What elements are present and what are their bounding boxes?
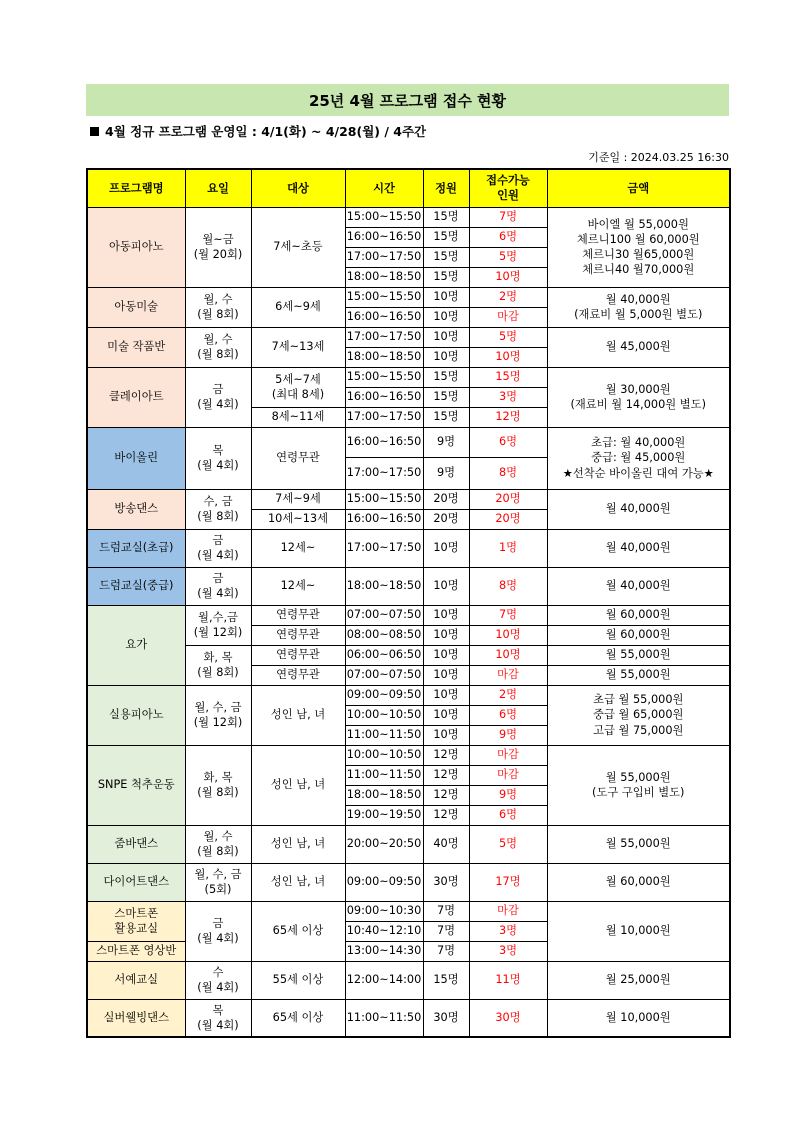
price-line: 초급 월 55,000원 (593, 693, 684, 707)
program-name: 서예교실 (87, 961, 185, 999)
session-count: (월 4회) (197, 549, 239, 562)
capacity-cell: 10명 (423, 327, 469, 347)
time-cell: 17:00~17:50 (345, 327, 423, 347)
program-name: 바이올린 (87, 427, 185, 489)
table-row (87, 427, 730, 457)
price-line: 월 55,000원 (605, 770, 671, 784)
price-line: ★선착순 바이올린 대여 가능★ (562, 466, 714, 480)
program-name: 방송댄스 (87, 489, 185, 529)
program-day (185, 287, 251, 327)
available-cell: 10명 (469, 267, 547, 287)
day-text: 목 (212, 443, 224, 457)
time-cell: 11:00~11:50 (345, 999, 423, 1037)
table-row (87, 567, 730, 605)
program-name: 아동피아노 (87, 207, 185, 287)
capacity-cell: 10명 (423, 665, 469, 685)
session-count: (월 8회) (197, 666, 239, 679)
program-day (185, 567, 251, 605)
table-row (87, 207, 730, 227)
capacity-cell: 12명 (423, 785, 469, 805)
day-text: 금 (212, 382, 224, 396)
program-day (185, 327, 251, 367)
program-target: 성인 남, 녀 (251, 685, 345, 745)
day-text: 월, 수 (203, 332, 233, 346)
target-text: 5세~7세 (275, 372, 321, 386)
header-available (469, 169, 547, 207)
table-row (87, 863, 730, 901)
program-target: 연령무관 (251, 605, 345, 625)
program-name: 요가 (87, 605, 185, 685)
price-line: (재료비 월 5,000원 별도) (574, 308, 703, 321)
capacity-cell: 7명 (423, 941, 469, 961)
price-line: 월 40,000원 (605, 292, 671, 306)
session-count: (월 4회) (197, 981, 239, 994)
available-cell: 9명 (469, 725, 547, 745)
program-target (251, 367, 345, 407)
available-cell: 15명 (469, 367, 547, 387)
time-cell: 16:00~16:50 (345, 227, 423, 247)
program-name: 드럼교실(중급) (87, 567, 185, 605)
program-day (185, 489, 251, 529)
available-cell: 마감 (469, 901, 547, 921)
day-text: 화, 목 (203, 650, 233, 664)
capacity-cell: 15명 (423, 207, 469, 227)
price-line: 체르니40 월70,000원 (582, 263, 695, 277)
program-target: 연령무관 (251, 645, 345, 665)
program-target: 6세~9세 (251, 287, 345, 327)
price-line: 중급 월 65,000원 (593, 708, 684, 722)
day-text: 월,수,금 (198, 610, 238, 624)
day-text: 금 (212, 533, 224, 547)
time-cell: 15:00~15:50 (345, 489, 423, 509)
capacity-cell: 30명 (423, 863, 469, 901)
program-day (185, 605, 251, 645)
price-cell: 월 40,000원 (547, 489, 730, 529)
available-cell: 5명 (469, 247, 547, 267)
program-target: 12세~ (251, 529, 345, 567)
time-cell: 18:00~18:50 (345, 785, 423, 805)
time-cell: 06:00~06:50 (345, 645, 423, 665)
time-cell: 15:00~15:50 (345, 287, 423, 307)
program-target: 65세 이상 (251, 999, 345, 1037)
capacity-cell: 10명 (423, 725, 469, 745)
price-line: (도구 구입비 별도) (592, 786, 685, 799)
square-bullet-icon (90, 127, 99, 136)
time-cell: 16:00~16:50 (345, 387, 423, 407)
header-day: 요일 (185, 169, 251, 207)
program-name: 아동미술 (87, 287, 185, 327)
price-cell: 월 60,000원 (547, 863, 730, 901)
time-cell: 15:00~15:50 (345, 207, 423, 227)
available-cell: 마감 (469, 765, 547, 785)
available-cell: 12명 (469, 407, 547, 427)
program-table (86, 168, 731, 1038)
program-target: 성인 남, 녀 (251, 863, 345, 901)
available-cell: 2명 (469, 685, 547, 705)
time-cell: 10:00~10:50 (345, 705, 423, 725)
time-cell: 09:00~09:50 (345, 685, 423, 705)
available-cell: 6명 (469, 427, 547, 457)
program-name: SNPE 척추운동 (87, 745, 185, 825)
table-row (87, 901, 730, 921)
operating-period-text: 4월 정규 프로그램 운영일 : 4/1(화) ~ 4/28(월) / 4주간 (105, 124, 427, 139)
price-cell: 월 60,000원 (547, 625, 730, 645)
program-day (185, 427, 251, 489)
capacity-cell: 7명 (423, 901, 469, 921)
capacity-cell: 12명 (423, 745, 469, 765)
program-name (87, 901, 185, 941)
available-cell: 8명 (469, 567, 547, 605)
time-cell: 16:00~16:50 (345, 307, 423, 327)
time-cell: 09:00~10:30 (345, 901, 423, 921)
session-count: (월 4회) (197, 932, 239, 945)
table-row (87, 529, 730, 567)
capacity-cell: 10명 (423, 605, 469, 625)
price-line: 체르니30 월65,000원 (582, 248, 695, 261)
price-cell (547, 745, 730, 825)
program-day (185, 685, 251, 745)
day-text: 월, 수, 금 (194, 867, 242, 881)
available-cell: 마감 (469, 307, 547, 327)
session-count: (월 4회) (197, 587, 239, 600)
price-cell (547, 207, 730, 287)
time-cell: 11:00~11:50 (345, 725, 423, 745)
price-cell: 월 10,000원 (547, 901, 730, 961)
time-cell: 13:00~14:30 (345, 941, 423, 961)
program-name: 실용피아노 (87, 685, 185, 745)
capacity-cell: 10명 (423, 685, 469, 705)
capacity-cell: 10명 (423, 625, 469, 645)
time-cell: 11:00~11:50 (345, 765, 423, 785)
available-cell: 2명 (469, 287, 547, 307)
program-day (185, 825, 251, 863)
price-cell: 월 55,000원 (547, 825, 730, 863)
time-cell: 18:00~18:50 (345, 267, 423, 287)
session-count: (월 12회) (193, 716, 243, 729)
price-cell: 월 45,000원 (547, 327, 730, 367)
available-cell: 9명 (469, 785, 547, 805)
program-target: 7세~초등 (251, 207, 345, 287)
available-cell: 마감 (469, 745, 547, 765)
program-name: 스마트폰 영상반 (87, 941, 185, 961)
table-row (87, 287, 730, 307)
capacity-cell: 10명 (423, 705, 469, 725)
available-cell: 20명 (469, 509, 547, 529)
session-count: (월 12회) (193, 626, 243, 639)
table-row (87, 327, 730, 347)
available-cell: 5명 (469, 327, 547, 347)
capacity-cell: 12명 (423, 765, 469, 785)
time-cell: 17:00~17:50 (345, 407, 423, 427)
time-cell: 10:00~10:50 (345, 745, 423, 765)
table-row (87, 745, 730, 765)
capacity-cell: 40명 (423, 825, 469, 863)
price-line: 월 30,000원 (605, 382, 671, 396)
table-row (87, 605, 730, 625)
available-cell: 10명 (469, 347, 547, 367)
capacity-cell: 15명 (423, 407, 469, 427)
available-cell: 마감 (469, 665, 547, 685)
available-cell: 11명 (469, 961, 547, 999)
day-text: 화, 목 (203, 770, 233, 784)
price-cell: 월 60,000원 (547, 605, 730, 625)
available-cell: 6명 (469, 805, 547, 825)
program-day (185, 999, 251, 1037)
capacity-cell: 9명 (423, 457, 469, 489)
program-day (185, 961, 251, 999)
base-date: 기준일 : 2024.03.25 16:30 (588, 151, 729, 164)
program-name-line: 활용교실 (114, 922, 159, 935)
time-cell: 17:00~17:50 (345, 529, 423, 567)
price-line: 중급: 월 45,000원 (591, 451, 686, 465)
time-cell: 17:00~17:50 (345, 247, 423, 267)
session-count: (월 8회) (197, 510, 239, 523)
time-cell: 16:00~16:50 (345, 509, 423, 529)
session-count: (월 4회) (197, 1018, 239, 1032)
capacity-cell: 15명 (423, 247, 469, 267)
capacity-cell: 10명 (423, 645, 469, 665)
available-cell: 6명 (469, 227, 547, 247)
program-target: 연령무관 (251, 625, 345, 645)
available-cell: 8명 (469, 457, 547, 489)
program-day (185, 529, 251, 567)
time-cell: 15:00~15:50 (345, 367, 423, 387)
price-cell (547, 287, 730, 327)
time-cell: 20:00~20:50 (345, 825, 423, 863)
program-target: 성인 남, 녀 (251, 825, 345, 863)
session-count: (월 8회) (197, 308, 239, 321)
available-cell: 17명 (469, 863, 547, 901)
capacity-cell: 30명 (423, 999, 469, 1037)
price-line: (재료비 월 14,000원 별도) (570, 398, 706, 411)
day-text: 월, 수 (203, 292, 233, 306)
time-cell: 07:00~07:50 (345, 605, 423, 625)
program-name: 클레이아트 (87, 367, 185, 427)
day-text: 월, 수 (203, 829, 233, 843)
capacity-cell: 10명 (423, 307, 469, 327)
capacity-cell: 10명 (423, 567, 469, 605)
program-day (185, 863, 251, 901)
price-cell (547, 367, 730, 427)
available-cell: 3명 (469, 921, 547, 941)
session-count: (월 8회) (197, 786, 239, 799)
price-line: 초급: 월 40,000원 (591, 436, 686, 450)
program-target: 8세~11세 (251, 407, 345, 427)
page-title: 25년 4월 프로그램 접수 현황 (86, 84, 729, 116)
available-cell: 3명 (469, 941, 547, 961)
day-text: 월, 수, 금 (194, 700, 242, 714)
program-day (185, 645, 251, 685)
capacity-cell: 7명 (423, 921, 469, 941)
available-cell: 1명 (469, 529, 547, 567)
capacity-cell: 20명 (423, 509, 469, 529)
session-count: (월 8회) (197, 348, 239, 361)
program-day (185, 901, 251, 961)
header-target: 대상 (251, 169, 345, 207)
day-text: 목 (212, 1003, 224, 1017)
program-day (185, 745, 251, 825)
price-cell: 월 40,000원 (547, 567, 730, 605)
capacity-cell: 15명 (423, 387, 469, 407)
price-cell: 월 55,000원 (547, 645, 730, 665)
time-cell: 16:00~16:50 (345, 427, 423, 457)
program-target: 성인 남, 녀 (251, 745, 345, 825)
price-cell (547, 685, 730, 745)
program-target: 12세~ (251, 567, 345, 605)
program-day (185, 367, 251, 427)
day-text: 월~금 (202, 232, 234, 246)
time-cell: 08:00~08:50 (345, 625, 423, 645)
available-cell: 10명 (469, 625, 547, 645)
price-line: 고급 월 75,000원 (593, 723, 684, 737)
capacity-cell: 9명 (423, 427, 469, 457)
table-header-row (87, 169, 730, 207)
capacity-cell: 10명 (423, 529, 469, 567)
session-count: (월 4회) (197, 459, 239, 472)
capacity-cell: 10명 (423, 347, 469, 367)
capacity-cell: 12명 (423, 805, 469, 825)
available-cell: 20명 (469, 489, 547, 509)
time-cell: 12:00~14:00 (345, 961, 423, 999)
capacity-cell: 15명 (423, 267, 469, 287)
price-cell (547, 427, 730, 489)
available-cell: 3명 (469, 387, 547, 407)
program-name: 미술 작품반 (87, 327, 185, 367)
program-day (185, 207, 251, 287)
program-target: 10세~13세 (251, 509, 345, 529)
available-cell: 7명 (469, 207, 547, 227)
capacity-cell: 15명 (423, 367, 469, 387)
price-line: 바이엘 월 55,000원 (587, 217, 689, 231)
program-name: 줌바댄스 (87, 825, 185, 863)
day-text: 금 (212, 916, 224, 930)
program-name-line: 스마트폰 (114, 906, 159, 920)
available-cell: 10명 (469, 645, 547, 665)
capacity-cell: 10명 (423, 287, 469, 307)
table-row (87, 489, 730, 509)
price-cell: 월 55,000원 (547, 665, 730, 685)
operating-period (90, 122, 426, 140)
available-cell: 30명 (469, 999, 547, 1037)
price-cell: 월 10,000원 (547, 999, 730, 1037)
available-cell: 5명 (469, 825, 547, 863)
header-available-line1: 접수가능 (486, 174, 530, 187)
time-cell: 07:00~07:50 (345, 665, 423, 685)
time-cell: 09:00~09:50 (345, 863, 423, 901)
program-target: 65세 이상 (251, 901, 345, 961)
header-program: 프로그램명 (87, 169, 185, 207)
program-target: 7세~9세 (251, 489, 345, 509)
program-target: 연령무관 (251, 427, 345, 489)
table-row (87, 961, 730, 999)
day-text: 수, 금 (203, 494, 233, 508)
price-line: 체르니100 월 60,000원 (576, 232, 700, 246)
time-cell: 17:00~17:50 (345, 457, 423, 489)
table-row (87, 367, 730, 387)
available-cell: 6명 (469, 705, 547, 725)
program-name: 다이어트댄스 (87, 863, 185, 901)
header-capacity: 정원 (423, 169, 469, 207)
time-cell: 18:00~18:50 (345, 347, 423, 367)
day-text: 금 (212, 571, 224, 585)
time-cell: 18:00~18:50 (345, 567, 423, 605)
capacity-cell: 15명 (423, 961, 469, 999)
capacity-cell: 15명 (423, 227, 469, 247)
header-available-line2: 인원 (497, 189, 519, 203)
table-row (87, 825, 730, 863)
program-name: 드럼교실(초급) (87, 529, 185, 567)
table-row (87, 685, 730, 705)
day-text: 수 (212, 965, 224, 979)
program-target: 7세~13세 (251, 327, 345, 367)
price-cell: 월 25,000원 (547, 961, 730, 999)
target-note: (최대 8세) (271, 388, 325, 401)
program-name: 실버웰빙댄스 (87, 999, 185, 1037)
header-price: 금액 (547, 169, 730, 207)
price-cell: 월 40,000원 (547, 529, 730, 567)
program-target: 55세 이상 (251, 961, 345, 999)
program-target: 연령무관 (251, 665, 345, 685)
time-cell: 19:00~19:50 (345, 805, 423, 825)
session-count: (월 4회) (197, 398, 239, 411)
session-count: (월 8회) (197, 845, 239, 858)
available-cell: 7명 (469, 605, 547, 625)
capacity-cell: 20명 (423, 489, 469, 509)
header-time: 시간 (345, 169, 423, 207)
table-row (87, 999, 730, 1037)
session-count: (월 20회) (193, 248, 243, 261)
time-cell: 10:40~12:10 (345, 921, 423, 941)
session-count: (5회) (204, 883, 232, 896)
